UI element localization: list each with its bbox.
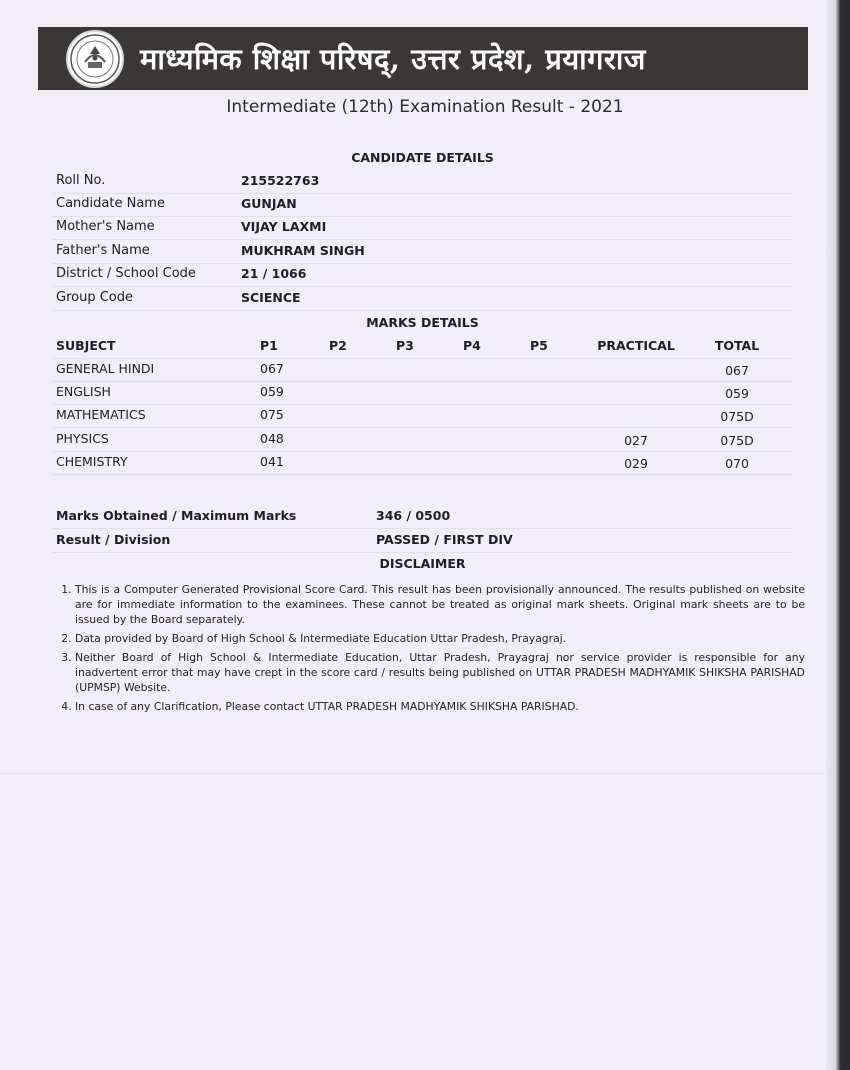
candidate-row-roll-no xyxy=(52,170,792,194)
total-marks: 075D xyxy=(720,409,754,424)
marks-row xyxy=(52,428,792,452)
total-marks: 067 xyxy=(725,363,749,378)
p1-marks: 041 xyxy=(260,454,284,469)
disclaimer-item: 4. In case of any Clarification, Please contact UTTAR PRADESH MADHYAMIK SHIKSHA PARISHAD. xyxy=(75,699,805,714)
column-header-p2: P2 xyxy=(329,338,347,353)
column-header-total: TOTAL xyxy=(714,338,760,353)
disclaimer-item: 1. This is a Computer Generated Provisional Score Card. This result has been provisionally announced. The results published on website are for immediate information to the examinees. These cannot be treated as original mark sheets. Original mark sheets are to be issued by the Board separately. xyxy=(75,582,805,627)
marks-row xyxy=(52,358,792,382)
subject-name: CHEMISTRY xyxy=(56,454,128,469)
candidate-row-group-code xyxy=(52,287,792,311)
field-value: GUNJAN xyxy=(241,196,297,211)
disclaimer-list xyxy=(56,582,805,718)
marks-row xyxy=(52,451,792,475)
marks-table-header xyxy=(52,335,792,359)
board-header-banner xyxy=(38,27,808,90)
marks-details-heading: MARKS DETAILS xyxy=(366,315,479,330)
candidate-row-district-school-code xyxy=(52,263,792,287)
field-value: MUKHRAM SINGH xyxy=(241,243,365,258)
field-value: 21 / 1066 xyxy=(241,266,307,281)
field-value: VIJAY LAXMI xyxy=(241,219,327,234)
p1-marks: 059 xyxy=(260,384,284,399)
field-value: 215522763 xyxy=(241,173,320,188)
exam-title: Intermediate (12th) Examination Result - 2021 xyxy=(226,97,624,117)
marks-obtained-label: Marks Obtained / Maximum Marks xyxy=(56,508,297,523)
field-label: Candidate Name xyxy=(56,196,165,211)
up-government-emblem-seal-icon xyxy=(66,30,124,88)
column-header-p1: P1 xyxy=(260,338,278,353)
disclaimer-item: 3. Neither Board of High School & Intermediate Education, Uttar Pradesh, Prayagraj nor service provider is responsible for any inadvertent error that may have crept in the score card / results being published on UTTAR PRADESH MADHYAMIK SHIKSHA PARISHAD (UPMSP) Website. xyxy=(75,650,805,695)
result-division-value: PASSED / FIRST DIV xyxy=(376,532,513,547)
column-header-p5: P5 xyxy=(530,338,548,353)
disclaimer-item: 2. Data provided by Board of High School & Intermediate Education Uttar Pradesh, Prayagraj. xyxy=(75,631,805,646)
p1-marks: 048 xyxy=(260,431,284,446)
marks-obtained-value: 346 / 0500 xyxy=(376,508,451,523)
column-header-practical: PRACTICAL xyxy=(597,338,675,353)
total-marks: 070 xyxy=(725,456,749,471)
column-header-p4: P4 xyxy=(463,338,481,353)
p1-marks: 067 xyxy=(260,361,284,376)
practical-marks: 027 xyxy=(624,433,648,448)
field-label: Mother's Name xyxy=(56,219,155,234)
candidate-row-name xyxy=(52,193,792,217)
subject-name: MATHEMATICS xyxy=(56,407,146,422)
board-title: माध्यमिक शिक्षा परिषद्, उत्तर प्रदेश, प्रयागराज xyxy=(140,42,646,76)
result-division-row xyxy=(52,529,792,553)
candidate-row-father-name xyxy=(52,240,792,264)
total-marks: 059 xyxy=(725,386,749,401)
field-label: Father's Name xyxy=(56,243,150,258)
paper-fold-line xyxy=(0,773,826,774)
practical-marks: 029 xyxy=(624,456,648,471)
result-division-label: Result / Division xyxy=(56,532,171,547)
field-label: Roll No. xyxy=(56,173,106,188)
p1-marks: 075 xyxy=(260,407,284,422)
marks-obtained-row xyxy=(52,505,792,529)
column-header-p3: P3 xyxy=(396,338,414,353)
marks-row xyxy=(52,404,792,428)
total-marks: 075D xyxy=(720,433,754,448)
subject-name: ENGLISH xyxy=(56,384,111,399)
marks-row xyxy=(52,381,792,405)
field-value: SCIENCE xyxy=(241,290,301,305)
subject-name: PHYSICS xyxy=(56,431,109,446)
disclaimer-heading: DISCLAIMER xyxy=(379,556,466,571)
field-label: Group Code xyxy=(56,290,133,305)
candidate-row-mother-name xyxy=(52,216,792,240)
subject-name: GENERAL HINDI xyxy=(56,361,155,376)
column-header-subject: SUBJECT xyxy=(56,338,116,353)
field-label: District / School Code xyxy=(56,266,196,281)
candidate-details-heading: CANDIDATE DETAILS xyxy=(351,150,494,165)
